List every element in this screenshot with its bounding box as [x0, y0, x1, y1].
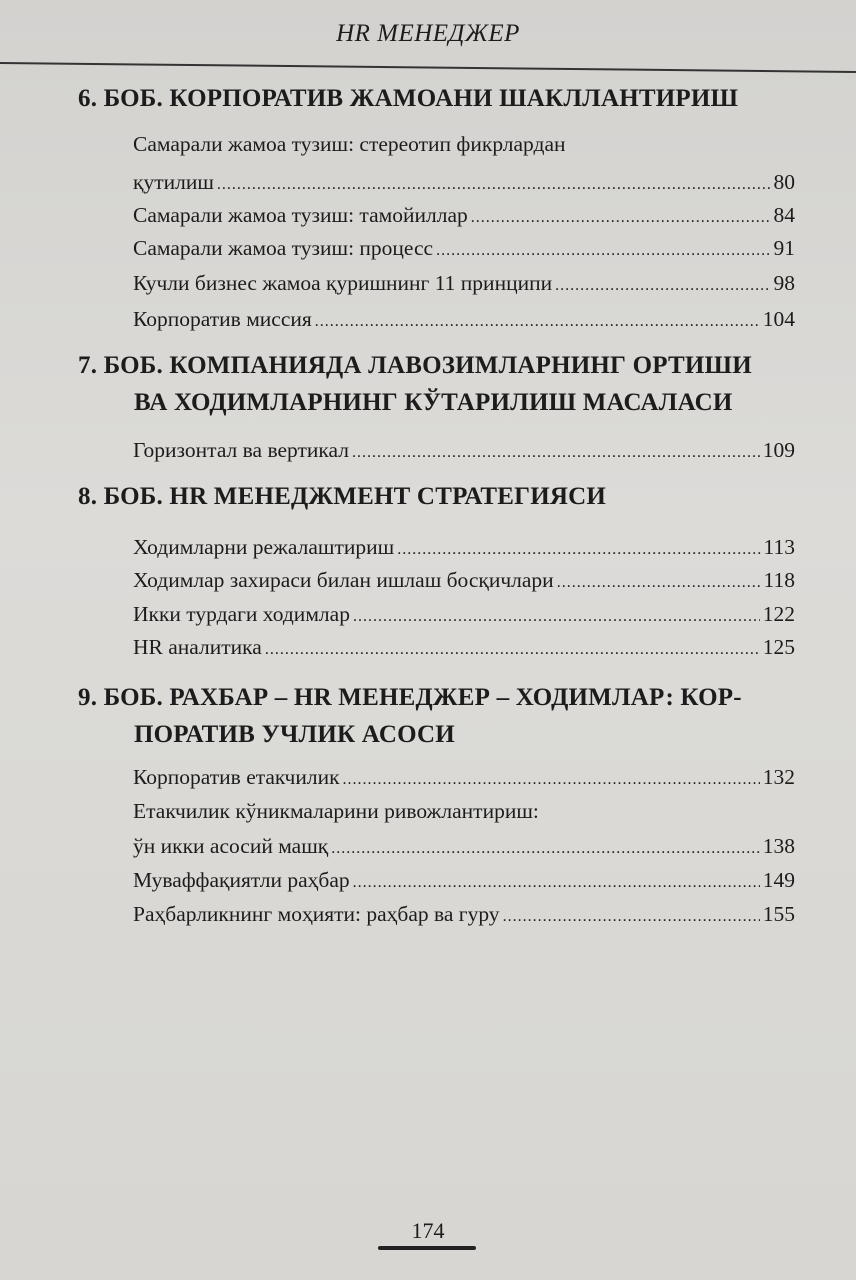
- page-number: 174: [411, 1218, 445, 1243]
- entry-title: Горизонтал ва вертикал: [133, 438, 349, 462]
- entry-title: қутилиш: [133, 170, 214, 194]
- dot-leader: [352, 433, 760, 470]
- toc-entry[interactable]: [133, 597, 795, 634]
- dot-leader: [555, 266, 770, 303]
- chapter-heading: [78, 679, 803, 753]
- toc-entry[interactable]: [133, 302, 795, 339]
- entry-title-line: Етакчилик кўникмаларини ривожлантириш:: [133, 799, 539, 823]
- dot-leader: [331, 829, 760, 866]
- dot-leader: [436, 231, 770, 268]
- toc-entry[interactable]: [133, 231, 795, 268]
- header-rule: [0, 62, 856, 73]
- entry-page: 125: [762, 635, 795, 659]
- dot-leader: [397, 530, 760, 567]
- toc-entry[interactable]: [133, 630, 795, 667]
- toc-entry[interactable]: [133, 863, 795, 900]
- toc-entry[interactable]: [133, 165, 795, 202]
- entry-page: 138: [762, 834, 795, 858]
- dot-leader: [503, 897, 760, 934]
- entry-title: Ходимларни режалаштириш: [133, 535, 395, 559]
- entry-title: Муваффақиятли раҳбар: [133, 868, 350, 892]
- entry-title: Корпоратив етакчилик: [133, 765, 340, 789]
- toc-entry[interactable]: [133, 829, 795, 866]
- entry-page: 132: [762, 765, 795, 789]
- entry-page: 91: [773, 236, 795, 260]
- toc-entry[interactable]: [133, 433, 795, 470]
- toc-entry[interactable]: [133, 563, 795, 600]
- entry-title: Самарали жамоа тузиш: процесс: [133, 236, 434, 260]
- dot-leader: [217, 165, 771, 202]
- entry-title: Ходимлар захираси билан ишлаш босқичлари: [133, 568, 554, 592]
- chapter-title: 7. БОБ. КОМПАНИЯДА ЛАВОЗИМЛАРНИНГ ОРТИШИ: [78, 352, 752, 379]
- entry-page: 149: [762, 868, 795, 892]
- chapter-heading: [78, 478, 803, 515]
- entry-page: 155: [762, 902, 795, 926]
- entry-page: 104: [762, 307, 795, 331]
- entry-title: Самарали жамоа тузиш: тамойиллар: [133, 203, 468, 227]
- entry-title-line: Самарали жамоа тузиш: стереотип фикрлардан: [133, 132, 566, 156]
- chapter-title-cont: ПОРАТИВ УЧЛИК АСОСИ: [134, 721, 455, 748]
- chapter-title: 8. БОБ. HR МЕНЕДЖМЕНТ СТРАТЕГИЯСИ: [78, 483, 607, 510]
- dot-leader: [315, 302, 760, 339]
- entry-page: 84: [773, 203, 795, 227]
- page-number-underline: [378, 1246, 476, 1250]
- entry-title: Кучли бизнес жамоа қуришнинг 11 принципи: [133, 271, 553, 295]
- chapter-title: 9. БОБ. РАХБАР – HR МЕНЕДЖЕР – ХОДИМЛАР: КОР-: [78, 684, 742, 711]
- dot-leader: [557, 563, 761, 600]
- toc-entry[interactable]: [133, 760, 795, 797]
- toc-entry[interactable]: [133, 198, 795, 235]
- dot-leader: [353, 863, 760, 900]
- chapter-heading: [78, 347, 803, 421]
- entry-page: 122: [762, 602, 795, 626]
- entry-page: 98: [773, 271, 795, 295]
- chapter-heading: [78, 80, 803, 117]
- dot-leader: [265, 630, 760, 667]
- entry-page: 113: [763, 535, 795, 559]
- dot-leader: [471, 198, 771, 235]
- toc-entry[interactable]: [133, 530, 795, 567]
- dot-leader: [353, 597, 760, 634]
- entry-title: Раҳбарликнинг моҳияти: раҳбар ва гуру: [133, 902, 500, 926]
- entry-title: ўн икки асосий машқ: [133, 834, 329, 858]
- toc-entry[interactable]: [133, 266, 795, 303]
- entry-title: Корпоратив миссия: [133, 307, 312, 331]
- entry-title: Икки турдаги ходимлар: [133, 602, 350, 626]
- dot-leader: [343, 760, 760, 797]
- running-header: HR МЕНЕДЖЕР: [336, 20, 520, 47]
- entry-page: 118: [763, 568, 795, 592]
- chapter-title: 6. БОБ. КОРПОРАТИВ ЖАМОАНИ ШАКЛЛАНТИРИШ: [78, 85, 739, 112]
- entry-page: 109: [762, 438, 795, 462]
- entry-title: HR аналитика: [133, 635, 262, 659]
- entry-page: 80: [773, 170, 795, 194]
- toc-entry[interactable]: [133, 897, 795, 934]
- chapter-title-cont: ВА ХОДИМЛАРНИНГ КЎТАРИЛИШ МАСАЛАСИ: [134, 389, 733, 416]
